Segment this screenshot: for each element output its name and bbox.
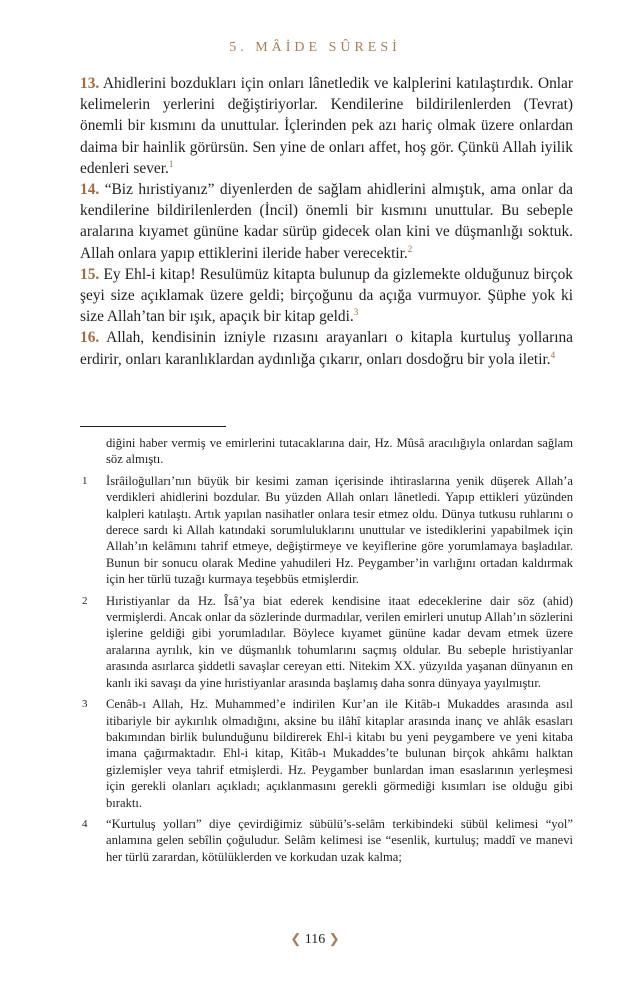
footnote-ref[interactable]: 3 [353, 307, 359, 318]
running-title: 5. MÂİDE SÛRESİ [229, 40, 401, 55]
right-ornament-icon: ❯ [328, 931, 340, 946]
footnote-text: Hıristiyanlar da Hz. Îsâ’ya biat ederek kendisine itaat edeceklerine dair söz (ahid) vermişlerdi. Ancak onlar da sözlerinde durmadılar, verilen emirleri unutup Allah’ın sözlerini işlerine geldiği gibi yorumladılar. Böylece kıyamet gününe kadar devam etmek üzere aralarına ayrılık, kin ve düşmanlık tohumlarını saçmış oldular. Bu sebeple hıristiyanlar arasında asırlarca şiddetli savaşlar cereyan etti. Nitekim XX. yüzyılda yaşanan dünyanın en kanlı iki savaşı da yine hıristiyanlar arasında başlamış daha sonra dünyaya yayılmıştır. [106, 593, 573, 690]
verse-number: 16. [80, 329, 100, 347]
page-number [0, 931, 630, 948]
verse-text: Allah, kendisinin izniyle rızasını arayanları o kitapla kurtuluş yollarına erdirir, onları karanlıklardan aydınlığa çıkarır, onları dosdoğru bir yola iletir. [80, 329, 574, 368]
verse-text: “Biz hıristiyanız” diyenlerden de sağlam ahidlerini almıştık, ama onlar da kendilerine bildirilenlerden (İncil) önemli bir kısmını unuttular. Bu sebeple aralarına kıyamet gününe kadar sürüp gidecek olan kini ve düşmanlığı soktuk. Allah onlara yapıp ettiklerini ileride haber verecektir. [80, 181, 573, 262]
verse-15 [80, 264, 573, 328]
footnote-number: 2 [82, 594, 88, 607]
footnote-divider [80, 426, 226, 427]
left-ornament-icon: ❮ [290, 931, 302, 946]
footnote-4 [80, 816, 573, 865]
footnote-text: Cenâb-ı Allah, Hz. Muhammed’e indirilen Kur’an ile Kitâb-ı Mukaddes arasında asıl itibariyle bir aykırılık olmadığını, aksine bu ilâhî kitaplar arasında inanç ve ahlâk esasları bakımından birlik bulunduğunu bildirerek Ehl-i kitabı bu yeni peygambere ve yeni kitaba imana çağırmaktadır. Ehl-i kitap, Kitâb-ı Mukaddes’te bulunan birçok ahkâmı halktan gizlemişler veya tahrif etmişlerdi. Hz. Peygamber bunlardan iman esaslarının yerleşmesi için gerekli olanları açıkladı; açıklanmasını gerekli görmediği kısımları ise olduğu gibi bıraktı. [106, 697, 573, 810]
footnote-number: 3 [82, 698, 88, 711]
footnotes [80, 435, 573, 870]
verse-16 [80, 327, 573, 369]
footnote-text: “Kurtuluş yolları” diye çevirdiğimiz sübülü’s-selâm terkibindeki sübül kelimesi “yol” anlamına gelen sebîlin çoğuludur. Selâm kelimesi ise “esenlik, kurtuluş; maddî ve manevi her türlü zarardan, kötülüklerden ve korkudan uzak kalma; [106, 816, 573, 864]
footnote-1 [80, 473, 573, 588]
verse-13 [80, 73, 573, 179]
footnote-continuation [80, 435, 573, 468]
footnote-ref[interactable]: 4 [550, 349, 556, 360]
verse-number: 13. [80, 75, 100, 92]
verse-14 [80, 179, 573, 264]
footnote-number: 1 [82, 474, 88, 487]
verse-text: Ahidlerini bozdukları için onları lânetledik ve kalplerini katılaştırdık. Onlar kelimelerin yerlerini değiştiriyorlar. Kendilerine bildirilenlerden (Tevrat) önemli bir kısmını da unuttular. İçlerinden pek azı hariç olmak üzere onlardan daima bir hainlik görürsün. Sen yine de onları affet, hoş gör. Çünkü Allah iyilik edenleri sever. [80, 75, 573, 177]
footnote-2 [80, 593, 573, 691]
footnote-text: İsrâiloğulları’nın büyük bir kesimi zaman içerisinde ihtiraslarına yenik düşerek Allah’a verdikleri ahidlerini bozdular. Bu yüzden Allah onları lânetledi. Yapıp ettikleri yüzünden kalpleri katılaştı. Artık yapılan nasihatler onlara tesir etmez oldu. Dünya tutkusu ruhlarını o derece sardı ki Allah katındaki sorumluluklarını unuttular ve istediklerini yapabilmek için Allah’ın kelâmını tahrif etmeye, değiştirmeye ve keyiflerine göre yorumlamaya başladılar. Bunun bir sonucu olarak Medine yahudileri Hz. Peygamber’in varlığını ortadan kaldırmak için her türlü tuzağı kurmaya teşebbüs etmişlerdir. [106, 473, 573, 587]
verse-number: 14. [80, 181, 100, 199]
footnote-number: 4 [82, 817, 88, 830]
verse-text: Ey Ehl-i kitap! Resulümüz kitapta bulunup da gizlemekte olduğunuz birçok şeyi size açıklamak üzere geldi; birçoğunu da açığa vurmuyor. Şüphe yok ki size Allah’tan bir ışık, apaçık bir kitap geldi. [80, 265, 573, 326]
page-number-text: 116 [304, 932, 326, 947]
verse-number: 15. [80, 265, 100, 283]
verse-block [80, 73, 573, 370]
footnote-3 [80, 696, 573, 811]
footnote-ref[interactable]: 1 [168, 158, 174, 169]
footnote-text: diğini haber vermiş ve emirlerini tutacaklarına dair, Hz. Mûsâ aracılığıyla onlardan sağlam söz almıştı. [106, 436, 573, 467]
footnote-ref[interactable]: 2 [407, 243, 413, 254]
